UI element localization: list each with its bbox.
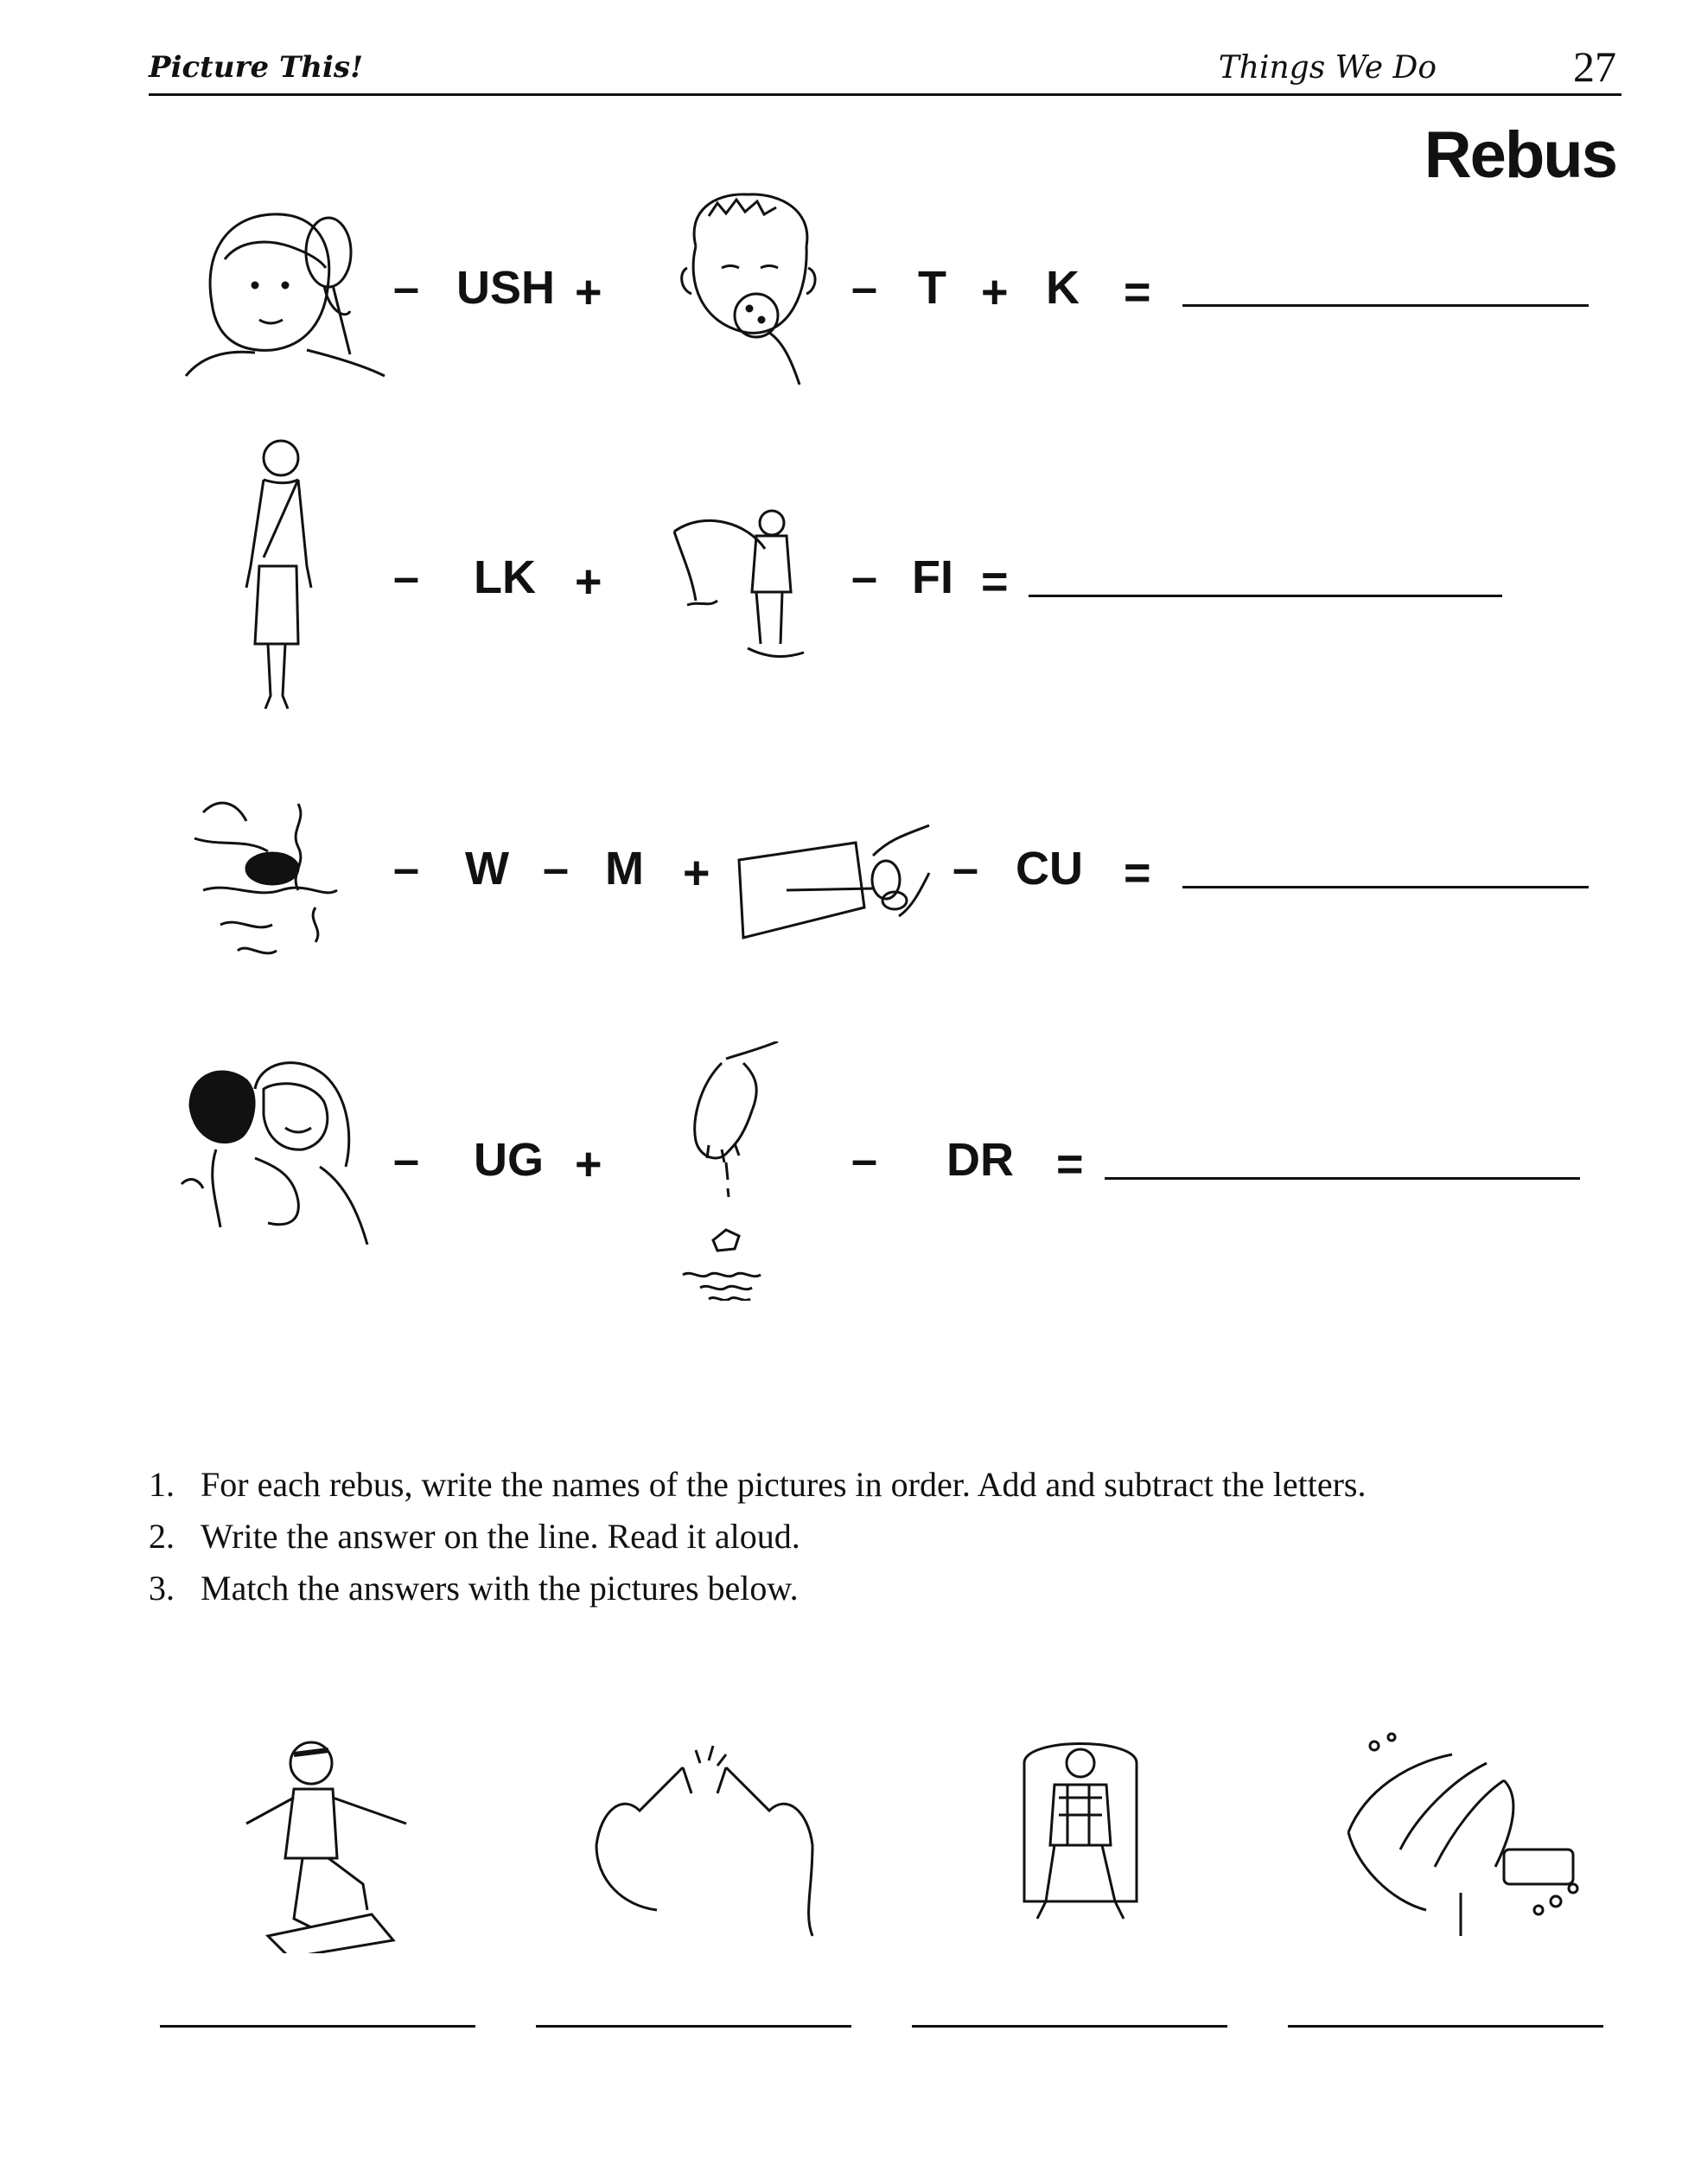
rebus-2-token-2: LK xyxy=(474,551,536,603)
header-rule xyxy=(149,93,1621,96)
rebus-3-token-5: + xyxy=(683,847,710,899)
rebus-1-token-7: K xyxy=(1046,262,1080,314)
rebus-2-token-6: = xyxy=(981,556,1009,608)
rebus-3-token-2: W xyxy=(465,843,509,895)
section-title: Things We Do xyxy=(1218,50,1437,86)
rebus-3-token-6: – xyxy=(952,843,979,895)
hands-snapping-picture xyxy=(588,1741,821,1940)
match-answer-line-1[interactable] xyxy=(160,2025,475,2028)
rebus-1-token-2: USH xyxy=(456,262,556,314)
instruction-number: 3. xyxy=(149,1569,175,1608)
rebus-1-token-8: = xyxy=(1124,266,1151,318)
rebus-2-token-5: FI xyxy=(912,551,953,603)
girl-hopping-picture xyxy=(242,1729,415,1953)
boy-eating-cookie-picture xyxy=(670,186,830,393)
match-answer-line-3[interactable] xyxy=(912,2025,1227,2028)
rebus-1-token-3: + xyxy=(575,266,602,318)
rebus-4-token-6: = xyxy=(1056,1138,1084,1190)
rebus-1-answer-line[interactable] xyxy=(1182,304,1589,307)
instruction-text: Write the answer on the line. Read it aloud. xyxy=(201,1517,800,1556)
rebus-2-token-1: – xyxy=(393,551,420,603)
instruction-item xyxy=(149,1563,1366,1614)
instruction-text: For each rebus, write the names of the pictures in order. Add and subtract the letters. xyxy=(201,1465,1367,1504)
rebus-2-token-4: – xyxy=(851,551,878,603)
girl-brushing-hair-picture xyxy=(177,199,393,380)
man-sitting-in-chair-picture xyxy=(1016,1729,1145,1927)
rebus-3-token-8: = xyxy=(1124,847,1151,899)
rebus-1-token-5: T xyxy=(918,262,946,314)
rebus-4-token-1: – xyxy=(393,1134,420,1186)
hands-washing-with-soap-picture xyxy=(1331,1729,1590,1945)
rebus-3-token-3: – xyxy=(543,843,570,895)
woman-walking-picture xyxy=(229,436,324,713)
instructions-list xyxy=(149,1459,1366,1614)
rebus-1-token-4: – xyxy=(851,262,878,314)
instruction-number: 2. xyxy=(149,1517,175,1556)
man-fishing-picture xyxy=(670,506,821,665)
instruction-item xyxy=(149,1511,1366,1563)
rebus-3-token-1: – xyxy=(393,843,420,895)
instruction-item xyxy=(149,1459,1366,1511)
rebus-4-token-3: + xyxy=(575,1138,602,1190)
person-swimming-picture xyxy=(186,778,346,981)
hand-dropping-stone-picture xyxy=(674,1041,795,1301)
rebus-3-token-4: M xyxy=(605,843,644,895)
page-title: Rebus xyxy=(1424,118,1616,192)
rebus-4-token-5: DR xyxy=(946,1134,1014,1186)
book-title: Picture This! xyxy=(149,50,363,85)
instruction-text: Match the answers with the pictures below. xyxy=(201,1569,799,1608)
rebus-4-answer-line[interactable] xyxy=(1105,1177,1580,1180)
rebus-3-token-7: CU xyxy=(1016,843,1083,895)
scissors-cutting-paper-picture xyxy=(735,821,933,942)
instruction-number: 1. xyxy=(149,1465,175,1504)
rebus-1-token-6: + xyxy=(981,266,1009,318)
page-number: 27 xyxy=(1573,42,1616,91)
rebus-2-token-3: + xyxy=(575,556,602,608)
match-answer-line-4[interactable] xyxy=(1288,2025,1603,2028)
rebus-4-token-2: UG xyxy=(474,1134,544,1186)
rebus-4-token-4: – xyxy=(851,1134,878,1186)
rebus-3-answer-line[interactable] xyxy=(1182,886,1589,888)
rebus-2-answer-line[interactable] xyxy=(1029,595,1502,597)
rebus-1-token-1: – xyxy=(393,262,420,314)
match-answer-line-2[interactable] xyxy=(536,2025,851,2028)
girl-hugging-boy-picture xyxy=(173,1054,372,1249)
